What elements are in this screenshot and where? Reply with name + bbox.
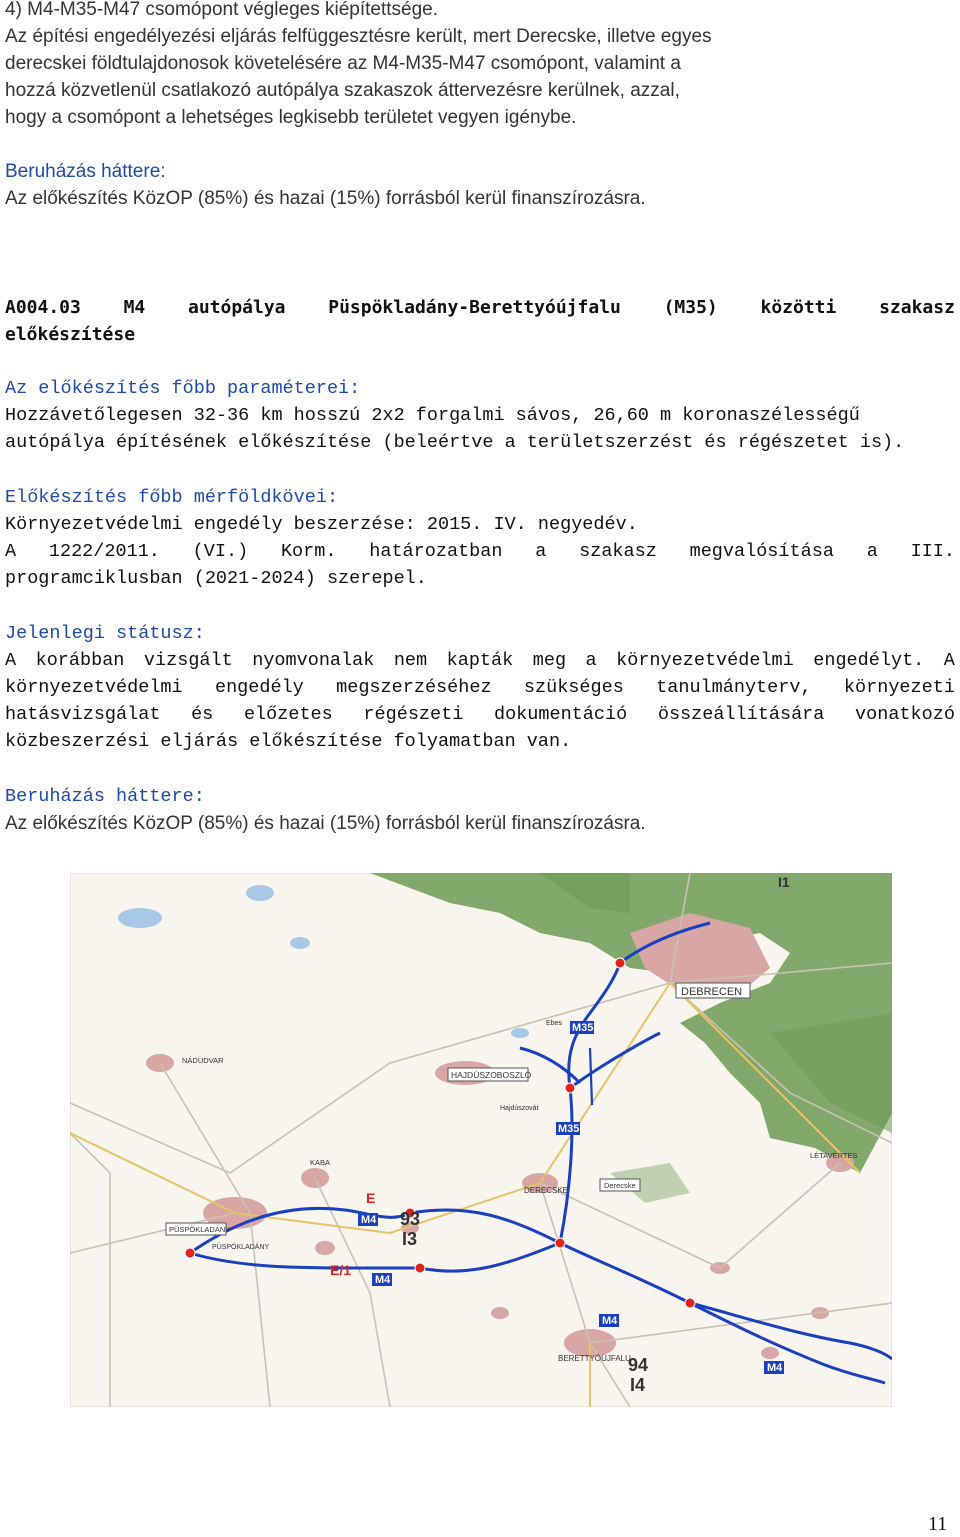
word: vizsgált — [143, 650, 233, 671]
label-letavertes: LÉTAVÉRTES — [810, 1151, 858, 1160]
label-e: E — [366, 1190, 376, 1206]
node — [615, 958, 625, 968]
word: hatásvizsgálat — [5, 704, 161, 725]
label-puspokladany-town: PÜSPÖKLADÁNY — [212, 1244, 270, 1251]
word: kapták — [446, 650, 514, 671]
urban-village — [315, 1241, 335, 1255]
paragraph-line: Az építési engedélyezési eljárás felfüggesztésre került, mert Derecske, illetve egyes — [5, 26, 712, 47]
paragraph-line: derecskei földtulajdonosok követelésére az M4-M35-M47 csomópont, valamint a — [5, 53, 681, 74]
node — [555, 1238, 565, 1248]
word: engedély — [214, 677, 304, 698]
project-title-line — [5, 294, 955, 321]
word: környezeti — [843, 677, 955, 698]
word: környezetvédelmi — [616, 650, 794, 671]
label-i3: I3 — [402, 1229, 418, 1249]
label-derecske: DERECSKE — [524, 1186, 569, 1195]
milestones-label: Előkészítés főbb mérföldkövei: — [5, 487, 339, 508]
word: régészeti — [363, 704, 464, 725]
label-e1: E/1 — [330, 1262, 352, 1278]
badge-m4-far: M4 — [767, 1362, 783, 1374]
word: környezetvédelmi — [5, 677, 183, 698]
node — [565, 1083, 575, 1093]
word: vonatkozó — [855, 704, 955, 725]
lake — [290, 937, 310, 949]
paragraph-line: hozzá közvetlenül csatlakozó autópálya szakaszok áttervezésre kerülnek, azzal, — [5, 80, 680, 101]
badge-m4-mid: M4 — [375, 1274, 391, 1286]
urban-village — [761, 1347, 779, 1359]
badge-m4-left: M4 — [361, 1214, 377, 1226]
badge-m35-top: M35 — [572, 1022, 594, 1034]
label-berettyoujfalu: BERETTYÓÚJFALU — [558, 1354, 631, 1363]
word: A — [5, 650, 17, 671]
label-kaba: KABA — [310, 1158, 331, 1167]
word: előzetes — [243, 704, 333, 725]
word: III. — [910, 541, 955, 562]
word: a — [585, 650, 597, 671]
lake — [511, 1028, 529, 1038]
title-word: szakasz — [879, 297, 955, 318]
word: és — [191, 704, 214, 725]
params-line: autópálya építésének előkészítése (beleértve a területszerzést és régészetet is). — [5, 432, 905, 453]
word: tanulmányterv, — [656, 677, 812, 698]
background-text: Az előkészítés KözOP (85%) és hazai (15%) forrásból kerül finanszírozásra. — [5, 813, 646, 834]
word: összeállítására — [657, 704, 825, 725]
label-i4: I4 — [630, 1375, 646, 1395]
badge-m4-right: M4 — [602, 1315, 618, 1327]
title-word: A004.03 — [5, 297, 81, 318]
word: korábban — [35, 650, 125, 671]
word: a — [866, 541, 878, 562]
urban-village — [491, 1307, 509, 1319]
word: nyomvonalak — [252, 650, 375, 671]
label-hajduszovat: Hajdúszovát — [500, 1105, 539, 1112]
page-number: 11 — [928, 1513, 948, 1535]
label-ebes: Ebes — [546, 1020, 562, 1027]
status-line — [5, 674, 955, 701]
word: dokumentáció — [493, 704, 628, 725]
params-label: Az előkészítés főbb paraméterei: — [5, 378, 361, 399]
title-word: közötti — [760, 297, 837, 318]
label-94: 94 — [628, 1355, 649, 1375]
route-map — [70, 873, 892, 1407]
title-word: Püspökladány-Berettyóújfalu — [328, 297, 621, 318]
milestones-line: programciklusban (2021-2024) szerepel. — [5, 568, 427, 589]
status-line — [5, 701, 955, 728]
word: Korm. — [280, 541, 337, 562]
status-line: közbeszerzési eljárás előkészítése folyamatban van. — [5, 731, 572, 752]
word: A — [943, 650, 955, 671]
word: A — [5, 541, 17, 562]
lake — [118, 908, 162, 928]
word: nem — [393, 650, 428, 671]
lake — [246, 885, 274, 901]
title-word: (M35) — [663, 297, 718, 318]
params-line: Hozzávetőlegesen 32-36 km hosszú 2x2 forgalmi sávos, 26,60 m koronaszélességű — [5, 405, 860, 426]
route-map-svg — [70, 873, 892, 1407]
label-debrecen: DEBRECEN — [681, 986, 743, 998]
node — [685, 1298, 695, 1308]
word: engedélyt. — [813, 650, 925, 671]
node — [415, 1263, 425, 1273]
label-i1: I1 — [778, 874, 790, 890]
label-derecske-box: Derecske — [604, 1181, 636, 1190]
word: meg — [532, 650, 567, 671]
word: szükséges — [523, 677, 624, 698]
label-puspokladany-box: PÜSPÖKLADÁNY — [169, 1225, 231, 1234]
background-label: Beruházás háttere: — [5, 161, 166, 182]
paragraph-line: hogy a csomópont a lehetséges legkisebb területet vegyen igénybe. — [5, 107, 577, 128]
background-text: Az előkészítés KözOP (85%) és hazai (15%) forrásból kerül finanszírozásra. — [5, 188, 646, 209]
label-93: 93 — [400, 1209, 421, 1229]
status-label: Jelenlegi státusz: — [5, 623, 205, 644]
status-line — [5, 647, 955, 674]
project-title-line2: előkészítése — [5, 324, 136, 345]
word: megszerzéséhez — [336, 677, 492, 698]
label-nadudvar: NÁDUDVAR — [182, 1056, 224, 1065]
badge-m35-mid: M35 — [558, 1123, 580, 1135]
title-word: autópálya — [187, 297, 286, 318]
word: határozatban — [369, 541, 503, 562]
word: (VI.) — [192, 541, 249, 562]
word: 1222/2011. — [48, 541, 160, 562]
background-label: Beruházás háttere: — [5, 786, 205, 807]
title-word: M4 — [123, 297, 146, 318]
milestones-line — [5, 538, 955, 565]
word: megvalósítása — [689, 541, 834, 562]
section-heading: 4) M4-M35-M47 csomópont végleges kiépítettsége. — [5, 0, 438, 20]
word: a — [535, 541, 547, 562]
milestones-line: Környezetvédelmi engedély beszerzése: 2015. IV. negyedév. — [5, 514, 638, 535]
node — [185, 1248, 195, 1258]
label-hajduszoboszlo: HAJDÚSZOBOSZLÓ — [451, 1070, 532, 1080]
word: szakasz — [579, 541, 657, 562]
map-background — [70, 873, 892, 1407]
